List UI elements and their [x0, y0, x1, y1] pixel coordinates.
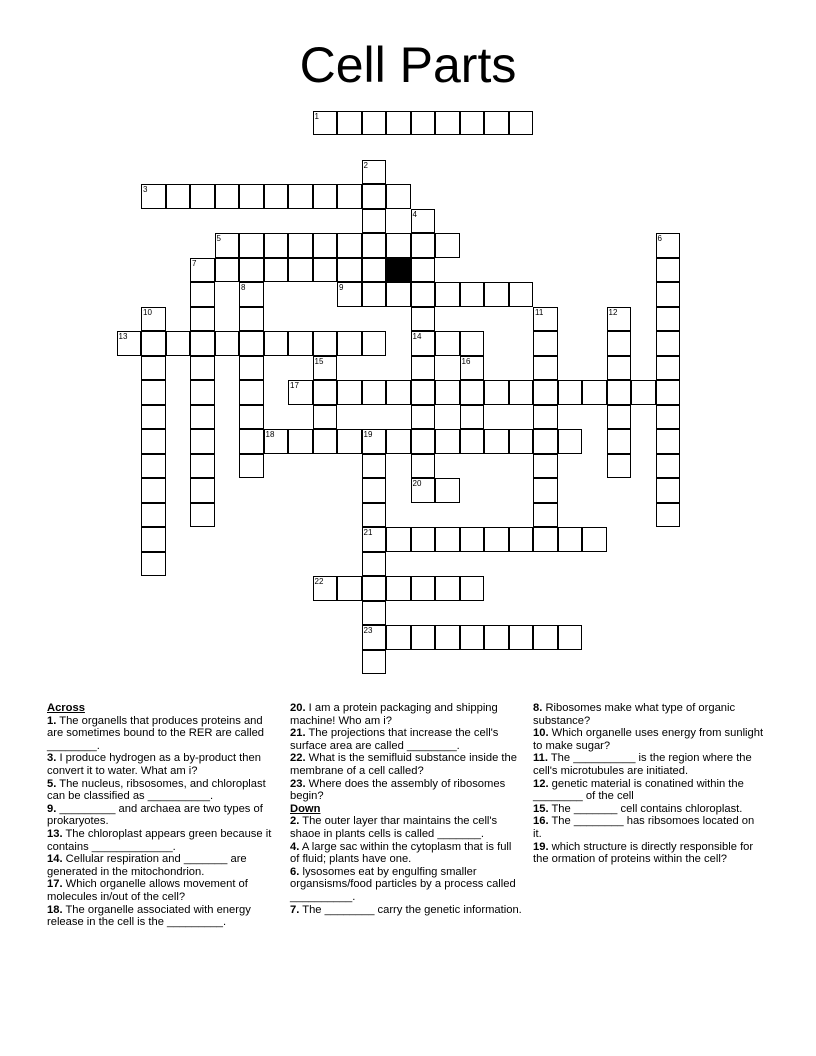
crossword-cell[interactable]	[656, 478, 681, 503]
crossword-cell[interactable]	[288, 331, 313, 356]
crossword-cell[interactable]	[337, 111, 362, 136]
clue-number: 21.	[290, 727, 306, 740]
clue-number: 14.	[47, 853, 63, 866]
clue-text: _________ and archaea are two types of prokaryotes.	[47, 802, 263, 828]
crossword-cell[interactable]	[411, 429, 436, 454]
crossword-cell[interactable]	[190, 307, 215, 332]
crossword-cell[interactable]	[239, 405, 264, 430]
crossword-cell[interactable]	[484, 625, 509, 650]
down-clue	[533, 841, 765, 866]
crossword-cell[interactable]	[215, 233, 240, 258]
across-clue	[47, 853, 279, 878]
crossword-cell[interactable]	[607, 307, 632, 332]
crossword-cell[interactable]	[362, 160, 387, 185]
crossword-cell[interactable]	[362, 258, 387, 283]
crossword-cell[interactable]	[337, 331, 362, 356]
down-clue	[533, 727, 765, 752]
crossword-cell[interactable]	[582, 380, 607, 405]
down-clue	[290, 841, 522, 866]
clue-text: I produce hydrogen as a by-product then convert it to water. What am i?	[47, 752, 261, 777]
crossword-cell[interactable]	[656, 405, 681, 430]
clues-column-1	[47, 702, 279, 929]
crossword-cell[interactable]	[386, 576, 411, 601]
crossword-cell[interactable]	[386, 429, 411, 454]
clue-number: 2	[363, 160, 368, 170]
down-clue	[533, 803, 765, 816]
crossword-cell[interactable]	[190, 503, 215, 528]
clue-number: 9	[339, 283, 344, 292]
down-clue	[533, 702, 765, 727]
crossword-cell[interactable]	[435, 478, 460, 503]
clue-text: The organelle associated with energy release in the cell is the _________.	[47, 903, 251, 929]
crossword-cell[interactable]	[484, 527, 509, 552]
across-clue	[290, 778, 522, 803]
crossword-cell[interactable]	[313, 405, 338, 430]
crossword-cell[interactable]	[362, 625, 387, 650]
clue-number: 11	[535, 307, 544, 317]
crossword-cell[interactable]	[313, 380, 338, 405]
clue-text: The organells that produces proteins and are sometimes bound to the RER are called ________.	[47, 714, 265, 752]
crossword-cell[interactable]	[190, 356, 215, 381]
clue-number: 5.	[47, 777, 57, 790]
crossword-cell[interactable]	[362, 282, 387, 307]
across-clue	[47, 904, 279, 929]
crossword-cell[interactable]	[656, 503, 681, 528]
crossword-cell[interactable]	[435, 380, 460, 405]
clue-number: 16	[461, 356, 471, 366]
crossword-cell[interactable]	[411, 576, 436, 601]
crossword-cell[interactable]	[411, 454, 436, 479]
crossword-cell[interactable]	[411, 478, 436, 503]
clue-number: 21	[363, 528, 373, 537]
crossword-cell[interactable]	[141, 429, 166, 454]
crossword-cell[interactable]	[607, 454, 632, 479]
crossword-cell[interactable]	[264, 258, 289, 283]
crossword-cell[interactable]	[239, 429, 264, 454]
crossword-cell[interactable]	[558, 527, 583, 552]
crossword-cell[interactable]	[362, 576, 387, 601]
crossword-cell[interactable]	[362, 111, 387, 136]
crossword-cell[interactable]	[435, 282, 460, 307]
crossword-cell[interactable]	[460, 282, 485, 307]
clue-number: 23.	[290, 777, 306, 790]
crossword-cell[interactable]	[141, 184, 166, 209]
crossword-cell[interactable]	[411, 331, 436, 356]
crossword-cell[interactable]	[460, 625, 485, 650]
crossword-cell[interactable]	[190, 282, 215, 307]
crossword-cell[interactable]	[141, 503, 166, 528]
crossword-cell[interactable]	[362, 650, 387, 675]
across-clue	[290, 752, 522, 777]
crossword-cell[interactable]	[239, 258, 264, 283]
crossword-cell[interactable]	[313, 258, 338, 283]
crossword-cell[interactable]	[190, 258, 215, 283]
crossword-cell[interactable]	[362, 552, 387, 577]
crossword-cell[interactable]	[337, 380, 362, 405]
clue-number: 15	[314, 356, 324, 366]
crossword-cell[interactable]	[386, 111, 411, 136]
crossword-cell[interactable]	[313, 429, 338, 454]
crossword-cell[interactable]	[190, 454, 215, 479]
crossword-cell[interactable]	[607, 429, 632, 454]
across-clue	[47, 752, 279, 777]
crossword-cell[interactable]	[141, 405, 166, 430]
crossword-cell[interactable]	[239, 356, 264, 381]
clue-text: The ________ has ribsomoes located on it.	[533, 815, 755, 840]
crossword-cell[interactable]	[533, 625, 558, 650]
crossword-cell[interactable]	[533, 331, 558, 356]
puzzle-title: Cell Parts	[299, 37, 517, 93]
crossword-cell[interactable]	[190, 478, 215, 503]
crossword-cell[interactable]	[435, 429, 460, 454]
crossword-cell[interactable]	[411, 282, 436, 307]
down-header: Down	[290, 802, 321, 815]
crossword-cell[interactable]	[362, 478, 387, 503]
clue-number: 6	[657, 234, 662, 243]
crossword-cell[interactable]	[166, 331, 191, 356]
crossword-cell[interactable]	[509, 380, 534, 405]
crossword-cell[interactable]	[460, 527, 485, 552]
crossword-cell[interactable]	[460, 331, 485, 356]
crossword-cell[interactable]	[509, 429, 534, 454]
crossword-cell[interactable]	[411, 527, 436, 552]
crossword-cell[interactable]	[411, 625, 436, 650]
crossword-cell[interactable]	[264, 331, 289, 356]
crossword-cell[interactable]	[386, 282, 411, 307]
crossword-cell[interactable]	[460, 356, 485, 381]
crossword-cell[interactable]	[141, 478, 166, 503]
clue-number: 17.	[47, 878, 63, 891]
crossword-cell[interactable]	[460, 380, 485, 405]
across-header: Across	[47, 702, 85, 714]
crossword-cell[interactable]	[337, 258, 362, 283]
clues-column-3	[533, 702, 765, 866]
crossword-cell[interactable]	[337, 233, 362, 258]
clue-text: The projections that increase the cell's surface area are called ________.	[290, 727, 499, 752]
clue-text: The outer layer thar maintains the cell's shaoe in plants cells is called _______.	[290, 815, 498, 840]
across-clue	[47, 878, 279, 903]
clue-number: 8.	[533, 702, 543, 714]
crossword-cell[interactable]	[435, 111, 460, 136]
crossword-cell[interactable]	[215, 258, 240, 283]
crossword-cell[interactable]	[435, 625, 460, 650]
clue-number: 14	[412, 332, 422, 341]
clue-number: 3	[143, 185, 148, 194]
crossword-cell[interactable]	[656, 233, 681, 258]
clue-text: The ________ carry the genetic information.	[299, 903, 522, 916]
down-clue	[533, 815, 765, 840]
crossword-cell[interactable]	[190, 184, 215, 209]
crossword-cell[interactable]	[239, 331, 264, 356]
crossword-cell[interactable]	[558, 380, 583, 405]
crossword-cell[interactable]	[435, 331, 460, 356]
crossword-cell[interactable]	[190, 380, 215, 405]
across-clue	[47, 715, 279, 753]
crossword-cell[interactable]	[411, 307, 436, 332]
crossword-cell[interactable]	[509, 527, 534, 552]
crossword-cell[interactable]	[533, 356, 558, 381]
crossword-cell[interactable]	[141, 380, 166, 405]
clue-number: 7.	[290, 903, 300, 916]
crossword-cell[interactable]	[509, 282, 534, 307]
crossword-cell[interactable]	[313, 184, 338, 209]
crossword-cell[interactable]	[656, 380, 681, 405]
clue-number: 13	[118, 332, 128, 341]
crossword-cell[interactable]	[337, 429, 362, 454]
clue-number: 4	[412, 209, 417, 219]
crossword-cell[interactable]	[582, 527, 607, 552]
crossword-cell[interactable]	[411, 405, 436, 430]
clue-number: 16.	[533, 815, 549, 828]
crossword-cell[interactable]	[141, 552, 166, 577]
clue-number: 18	[265, 430, 275, 439]
crossword-cell[interactable]	[190, 405, 215, 430]
crossword-block	[386, 258, 411, 283]
crossword-cell[interactable]	[362, 184, 387, 209]
crossword-cell[interactable]	[362, 380, 387, 405]
clue-number: 12	[608, 307, 618, 317]
crossword-cell[interactable]	[411, 356, 436, 381]
down-clue	[290, 866, 522, 904]
crossword-cell[interactable]	[362, 209, 387, 234]
crossword-cell[interactable]	[460, 405, 485, 430]
crossword-cell[interactable]	[362, 454, 387, 479]
crossword-cell[interactable]	[215, 184, 240, 209]
crossword-cell[interactable]	[239, 380, 264, 405]
clue-number: 17	[290, 381, 299, 390]
crossword-cell[interactable]	[141, 307, 166, 332]
crossword-cell[interactable]	[337, 576, 362, 601]
crossword-cell[interactable]	[386, 184, 411, 209]
crossword-cell[interactable]	[337, 184, 362, 209]
crossword-cell[interactable]	[313, 331, 338, 356]
crossword-cell[interactable]	[631, 380, 656, 405]
clue-number: 5	[216, 234, 221, 243]
crossword-cell[interactable]	[239, 282, 264, 307]
crossword-cell[interactable]	[288, 184, 313, 209]
crossword-cell[interactable]	[313, 356, 338, 381]
clue-number: 8	[241, 283, 246, 292]
clue-text: lysosomes eat by engulfing smaller organsisms/food particles by a process called __________.	[290, 865, 516, 903]
crossword-cell[interactable]	[484, 429, 509, 454]
crossword-cell[interactable]	[264, 429, 289, 454]
clue-number: 4.	[290, 840, 300, 853]
crossword-cell[interactable]	[460, 576, 485, 601]
clue-number: 3.	[47, 752, 57, 765]
clue-number: 22	[314, 577, 324, 586]
clue-number: 12.	[533, 777, 549, 790]
crossword-cell[interactable]	[362, 527, 387, 552]
crossword-cell[interactable]	[166, 184, 191, 209]
clue-text: The nucleus, ribsosomes, and chloroplast can be classified as __________.	[47, 777, 266, 803]
clue-text: A large sac within the cytoplasm that is full of fluid; plants have one.	[290, 840, 512, 866]
across-clue	[290, 727, 522, 752]
crossword-cell[interactable]	[264, 184, 289, 209]
clue-text: genetic material is conatined within the ________ of the cell	[533, 777, 744, 803]
crossword-cell[interactable]	[362, 503, 387, 528]
clue-text: What is the semifluid substance inside the membrane of a cell called?	[290, 752, 517, 777]
across-clue	[47, 828, 279, 853]
crossword-cell[interactable]	[337, 282, 362, 307]
clue-number: 13.	[47, 827, 63, 840]
crossword-cell[interactable]	[484, 111, 509, 136]
crossword-cell[interactable]	[288, 380, 313, 405]
clue-number: 22.	[290, 752, 306, 765]
down-clue	[533, 778, 765, 803]
crossword-cell[interactable]	[533, 429, 558, 454]
clue-text: I am a protein packaging and shipping machine! Who am i?	[290, 702, 498, 727]
crossword-cell[interactable]	[313, 233, 338, 258]
clue-number: 20.	[290, 702, 306, 714]
clue-number: 18.	[47, 903, 63, 916]
crossword-cell[interactable]	[533, 527, 558, 552]
crossword-cell[interactable]	[141, 454, 166, 479]
crossword-cell[interactable]	[239, 233, 264, 258]
crossword-cell[interactable]	[313, 576, 338, 601]
crossword-cell[interactable]	[141, 331, 166, 356]
crossword-cell[interactable]	[533, 454, 558, 479]
crossword-cell[interactable]	[411, 380, 436, 405]
crossword-cell[interactable]	[533, 380, 558, 405]
crossword-cell[interactable]	[239, 307, 264, 332]
clue-text: Cellular respiration and _______ are generated in the mitochondrion.	[47, 853, 247, 878]
crossword-cell[interactable]	[117, 331, 142, 356]
across-clue	[47, 778, 279, 803]
crossword-cell[interactable]	[533, 503, 558, 528]
clue-text: The _______ cell contains chloroplast.	[548, 802, 743, 815]
clue-number: 19	[363, 430, 373, 439]
down-clue	[290, 904, 522, 917]
crossword-cell[interactable]	[362, 429, 387, 454]
crossword-cell[interactable]	[386, 380, 411, 405]
crossword-cell[interactable]	[411, 209, 436, 234]
crossword-cell[interactable]	[239, 184, 264, 209]
crossword-cell[interactable]	[607, 405, 632, 430]
crossword-cell[interactable]	[533, 478, 558, 503]
down-clue	[290, 815, 522, 840]
clue-text: Ribosomes make what type of organic substance?	[533, 702, 736, 727]
crossword-cell[interactable]	[607, 331, 632, 356]
clue-number: 7	[192, 258, 197, 268]
crossword-cell[interactable]	[484, 282, 509, 307]
crossword-cell[interactable]	[558, 429, 583, 454]
clue-text: Which organelle allows movement of molecules in/out of the cell?	[47, 878, 248, 903]
down-clue	[533, 752, 765, 777]
crossword-cell[interactable]	[386, 625, 411, 650]
crossword-cell[interactable]	[558, 625, 583, 650]
clue-number: 15.	[533, 802, 549, 815]
crossword-cell[interactable]	[239, 454, 264, 479]
clue-text: Where does the assembly of ribosomes begin?	[290, 777, 506, 803]
crossword-cell[interactable]	[435, 233, 460, 258]
clue-number: 2.	[290, 815, 300, 828]
crossword-cell[interactable]	[411, 111, 436, 136]
crossword-cell[interactable]	[288, 429, 313, 454]
crossword-cell[interactable]	[607, 380, 632, 405]
crossword-cell[interactable]	[190, 331, 215, 356]
crossword-cell[interactable]	[484, 380, 509, 405]
clues-column-2	[290, 702, 522, 916]
clue-text: The __________ is the region where the cell's microtubules are initiated.	[533, 752, 752, 777]
clue-text: which structure is directly responsible for the ormation of proteins within the cell?	[533, 840, 754, 866]
crossword-cell[interactable]	[656, 454, 681, 479]
crossword-cell[interactable]	[362, 601, 387, 626]
crossword-cell[interactable]	[190, 429, 215, 454]
crossword-cell[interactable]	[386, 233, 411, 258]
crossword-cell[interactable]	[607, 356, 632, 381]
crossword-cell[interactable]	[362, 331, 387, 356]
crossword-cell[interactable]	[460, 429, 485, 454]
clue-number: 23	[363, 626, 373, 635]
crossword-cell[interactable]	[362, 233, 387, 258]
clue-number: 19.	[533, 840, 549, 853]
crossword-cell[interactable]	[141, 356, 166, 381]
clue-number: 1	[314, 111, 319, 121]
crossword-cell[interactable]	[656, 356, 681, 381]
crossword-cell[interactable]	[288, 258, 313, 283]
crossword-cell[interactable]	[141, 527, 166, 552]
clue-number: 11.	[533, 752, 548, 765]
crossword-cell[interactable]	[656, 258, 681, 283]
crossword-cell[interactable]	[264, 233, 289, 258]
crossword-cell[interactable]	[435, 576, 460, 601]
crossword-cell[interactable]	[411, 258, 436, 283]
clue-text: Which organelle uses energy from sunlight to make sugar?	[533, 727, 764, 752]
crossword-cell[interactable]	[288, 233, 313, 258]
across-clue	[47, 803, 279, 828]
crossword-cell[interactable]	[435, 527, 460, 552]
crossword-cell[interactable]	[656, 331, 681, 356]
crossword-cell[interactable]	[656, 429, 681, 454]
across-clue	[290, 702, 522, 727]
crossword-cell[interactable]	[533, 307, 558, 332]
crossword-cell[interactable]	[656, 307, 681, 332]
crossword-cell[interactable]	[656, 282, 681, 307]
crossword-cell[interactable]	[509, 625, 534, 650]
clue-number: 9.	[47, 802, 57, 815]
clue-text: The chloroplast appears green because it contains _____________.	[47, 827, 272, 853]
crossword-cell[interactable]	[460, 111, 485, 136]
clue-number: 10.	[533, 727, 549, 740]
crossword-cell[interactable]	[411, 233, 436, 258]
clue-number: 1.	[47, 714, 57, 727]
clue-number: 20	[412, 479, 422, 488]
clue-number: 10	[143, 307, 152, 317]
crossword-cell[interactable]	[509, 111, 534, 136]
crossword-cell[interactable]	[313, 111, 338, 136]
crossword-cell[interactable]	[533, 405, 558, 430]
clue-number: 6.	[290, 865, 300, 878]
crossword-cell[interactable]	[386, 527, 411, 552]
crossword-cell[interactable]	[215, 331, 240, 356]
